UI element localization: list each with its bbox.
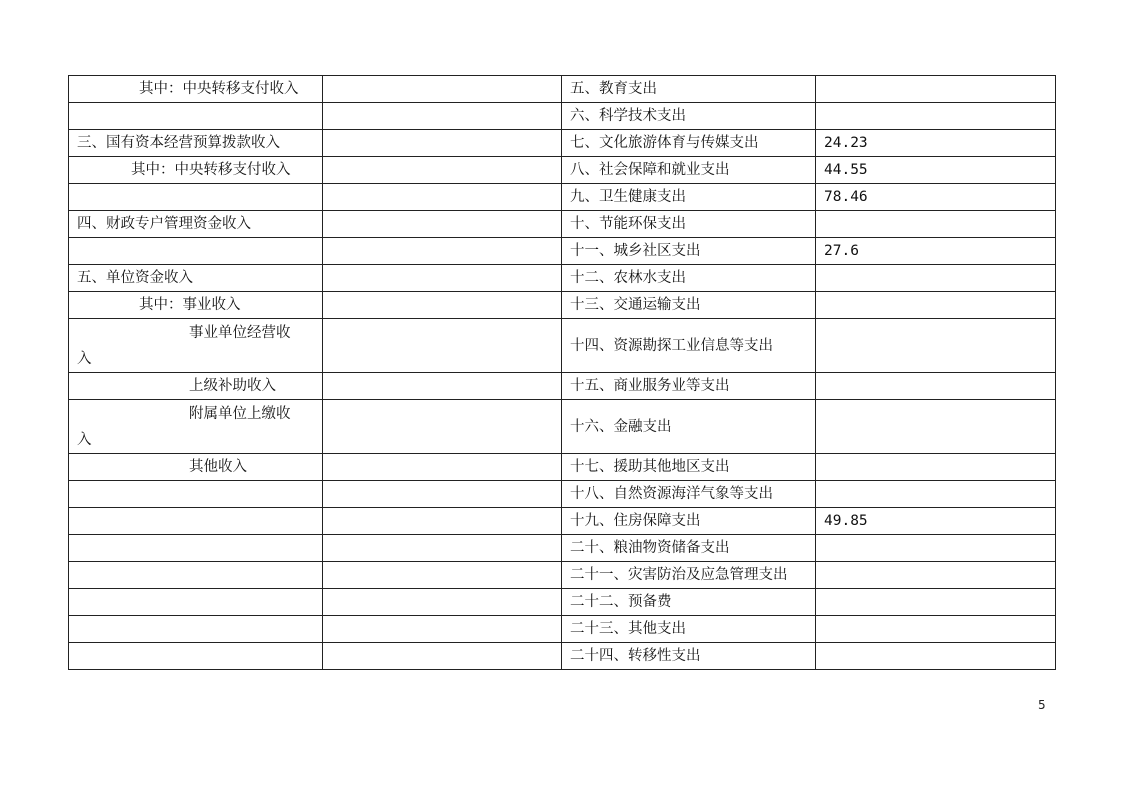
income-item-label: 上级补助收入 — [69, 373, 323, 400]
expense-item-label: 二十三、其他支出 — [562, 616, 816, 643]
table-row — [69, 265, 1056, 292]
expense-item-label: 二十一、灾害防治及应急管理支出 — [562, 562, 816, 589]
income-item-label — [69, 238, 323, 265]
income-item-value — [323, 589, 562, 616]
income-item-value — [323, 184, 562, 211]
table-row — [69, 508, 1056, 535]
expense-item-value: 44.55 — [816, 157, 1056, 184]
income-item-value — [323, 76, 562, 103]
table-row — [69, 76, 1056, 103]
income-item-label — [69, 184, 323, 211]
income-item-label: 其中：中央转移支付收入 — [69, 157, 323, 184]
income-item-value — [323, 373, 562, 400]
expense-item-label: 八、社会保障和就业支出 — [562, 157, 816, 184]
expense-item-value: 24.23 — [816, 130, 1056, 157]
expense-item-value — [816, 265, 1056, 292]
expense-item-value — [816, 535, 1056, 562]
expense-item-value — [816, 589, 1056, 616]
income-item-label — [69, 589, 323, 616]
table-row — [69, 130, 1056, 157]
expense-item-label: 十五、商业服务业等支出 — [562, 373, 816, 400]
income-item-value — [323, 265, 562, 292]
expense-item-value — [816, 211, 1056, 238]
expense-item-label: 十三、交通运输支出 — [562, 292, 816, 319]
income-item-value — [323, 643, 562, 670]
expense-item-value: 49.85 — [816, 508, 1056, 535]
income-item-label-line1: 事业单位经营收 — [189, 324, 291, 341]
income-item-value — [323, 103, 562, 130]
income-item-value — [323, 292, 562, 319]
income-item-value — [323, 400, 562, 454]
table-row — [69, 292, 1056, 319]
expense-item-value: 27.6 — [816, 238, 1056, 265]
income-item-label — [69, 400, 323, 454]
expense-item-value — [816, 454, 1056, 481]
income-item-value — [323, 238, 562, 265]
expense-item-value — [816, 643, 1056, 670]
income-item-value — [323, 508, 562, 535]
table-row — [69, 643, 1056, 670]
income-item-value — [323, 481, 562, 508]
income-item-label — [69, 616, 323, 643]
expense-item-value — [816, 103, 1056, 130]
income-item-value — [323, 211, 562, 238]
income-item-label-line2: 入 — [77, 431, 92, 448]
expense-item-value — [816, 481, 1056, 508]
income-item-label: 其他收入 — [69, 454, 323, 481]
income-item-value — [323, 535, 562, 562]
income-item-label-line1: 附属单位上缴收 — [189, 405, 291, 422]
income-item-label: 其中：事业收入 — [69, 292, 323, 319]
expense-item-value — [816, 373, 1056, 400]
table-row — [69, 103, 1056, 130]
expense-item-label: 六、科学技术支出 — [562, 103, 816, 130]
expense-item-value — [816, 76, 1056, 103]
expense-item-label: 五、教育支出 — [562, 76, 816, 103]
table-row — [69, 454, 1056, 481]
expense-item-label: 十六、金融支出 — [562, 400, 816, 454]
expense-item-value: 78.46 — [816, 184, 1056, 211]
income-item-value — [323, 157, 562, 184]
expense-item-value — [816, 292, 1056, 319]
table-row — [69, 616, 1056, 643]
table-row — [69, 373, 1056, 400]
budget-table — [68, 75, 1056, 670]
income-item-label — [69, 562, 323, 589]
table-row — [69, 238, 1056, 265]
table-row — [69, 211, 1056, 238]
table-row — [69, 481, 1056, 508]
income-item-value — [323, 130, 562, 157]
income-item-label — [69, 103, 323, 130]
income-item-label: 四、财政专户管理资金收入 — [69, 211, 323, 238]
expense-item-value — [816, 616, 1056, 643]
table-row — [69, 184, 1056, 211]
income-item-label — [69, 319, 323, 373]
expense-item-label: 十、节能环保支出 — [562, 211, 816, 238]
income-item-value — [323, 319, 562, 373]
expense-item-label: 七、文化旅游体育与传媒支出 — [562, 130, 816, 157]
page-number: 5 — [1038, 698, 1046, 712]
expense-item-value — [816, 400, 1056, 454]
income-item-value — [323, 562, 562, 589]
expense-item-label: 十四、资源勘探工业信息等支出 — [562, 319, 816, 373]
income-item-label — [69, 535, 323, 562]
income-item-label: 三、国有资本经营预算拨款收入 — [69, 130, 323, 157]
expense-item-label: 二十四、转移性支出 — [562, 643, 816, 670]
expense-item-label: 十九、住房保障支出 — [562, 508, 816, 535]
income-item-value — [323, 454, 562, 481]
table-row — [69, 562, 1056, 589]
income-item-label: 五、单位资金收入 — [69, 265, 323, 292]
table-row — [69, 589, 1056, 616]
table-row — [69, 319, 1056, 373]
income-item-label-line2: 入 — [77, 350, 92, 367]
income-item-label — [69, 643, 323, 670]
table-row — [69, 157, 1056, 184]
income-item-label — [69, 508, 323, 535]
expense-item-label: 九、卫生健康支出 — [562, 184, 816, 211]
expense-item-label: 二十、粮油物资储备支出 — [562, 535, 816, 562]
income-item-label: 其中：中央转移支付收入 — [69, 76, 323, 103]
expense-item-label: 十二、农林水支出 — [562, 265, 816, 292]
expense-item-label: 十七、援助其他地区支出 — [562, 454, 816, 481]
income-item-label — [69, 481, 323, 508]
table-row — [69, 535, 1056, 562]
expense-item-label: 十一、城乡社区支出 — [562, 238, 816, 265]
expense-item-value — [816, 562, 1056, 589]
income-item-value — [323, 616, 562, 643]
expense-item-label: 二十二、预备费 — [562, 589, 816, 616]
expense-item-value — [816, 319, 1056, 373]
expense-item-label: 十八、自然资源海洋气象等支出 — [562, 481, 816, 508]
table-row — [69, 400, 1056, 454]
